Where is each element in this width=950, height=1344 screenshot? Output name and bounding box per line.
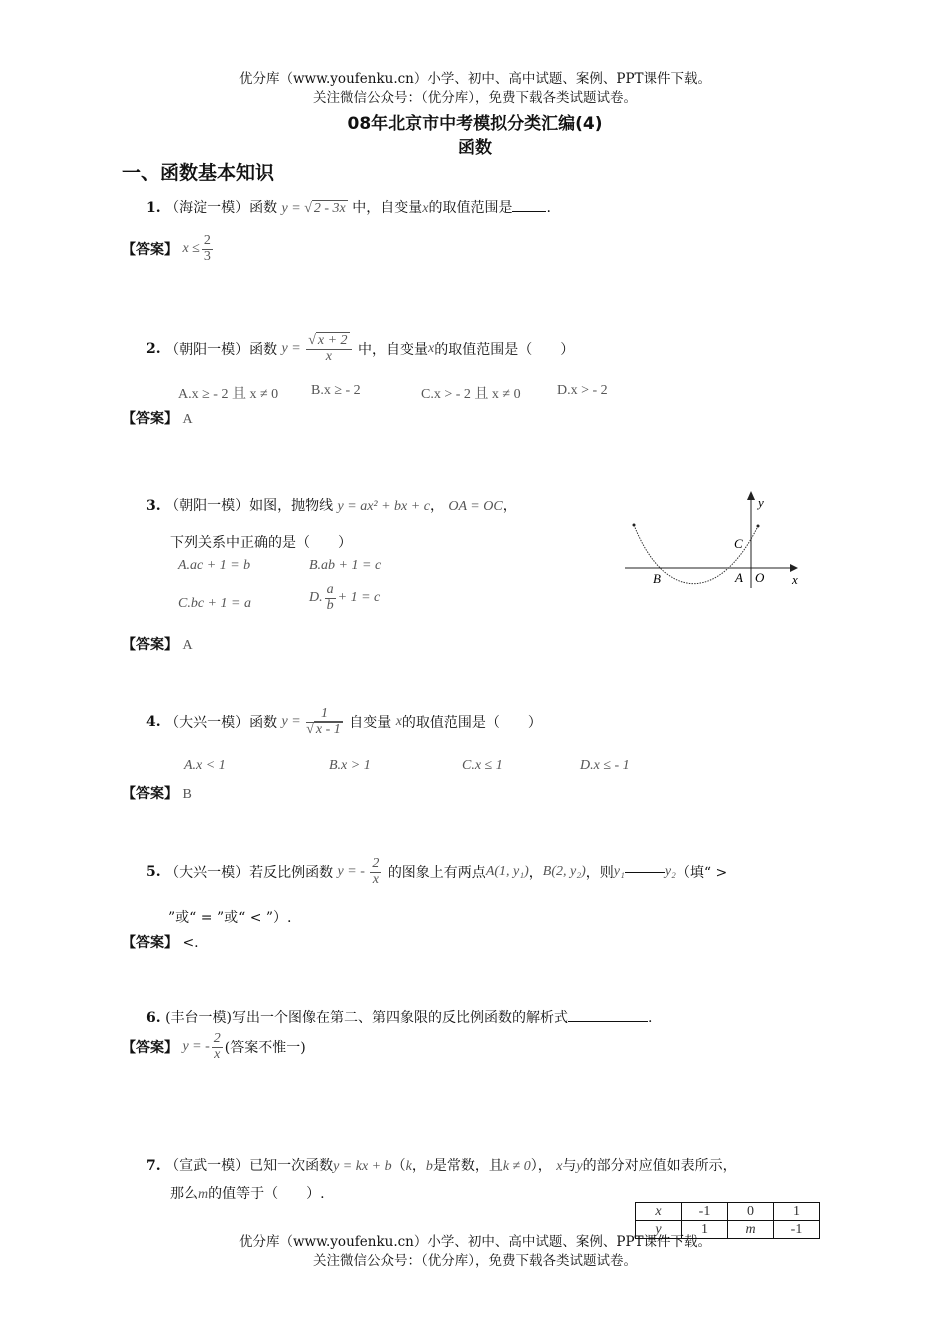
answer-4	[122, 783, 192, 803]
formula: y = kx + b	[333, 1159, 392, 1174]
rest-text: 的部分对应值如表所示，	[582, 1158, 737, 1174]
header-line-2: 关注微信公众号：（优分库），免费下载各类试题试卷。	[313, 90, 637, 106]
option-a: A.ac + 1 = b	[178, 558, 251, 573]
table-row	[636, 1203, 820, 1221]
formula: y =	[281, 201, 305, 216]
question-source: （海淀一模）函数	[165, 200, 278, 216]
m: m	[198, 1187, 209, 1202]
option-b: B.ab + 1 = c	[309, 558, 382, 573]
question-number: 2.	[146, 341, 161, 358]
question-number: 6.	[146, 1010, 161, 1026]
question-text: （朝阳一模）如图，抛物线	[165, 498, 334, 514]
separator: ，	[528, 865, 543, 882]
fraction-num: 2	[213, 1031, 221, 1046]
question-text-2: 的取值范围是	[428, 200, 513, 216]
formula: y = ax² + bx + c	[337, 499, 430, 514]
paren-open: （	[391, 1158, 406, 1174]
variable: x	[422, 201, 429, 216]
curve-end-right	[757, 525, 760, 528]
table-cell: -1	[774, 1221, 820, 1239]
fraction-den: 3	[203, 248, 211, 264]
separator: ，	[429, 498, 444, 514]
condition: OA = OC	[448, 499, 503, 514]
answer-6	[122, 1032, 306, 1062]
then-text: ，则	[585, 865, 614, 882]
curve-end-left	[633, 524, 636, 527]
option-c: C.x > - 2 且 x ≠ 0	[421, 387, 521, 402]
end-punct: ，	[502, 498, 517, 514]
fill-hint: （填“ >	[675, 865, 728, 882]
fraction-num: 2	[372, 856, 380, 871]
answer-label: 【答案】	[122, 411, 178, 427]
fraction-den: b	[326, 597, 334, 613]
question-4: 4. （大兴一模）函数 y = $\frac{1}{√ x - 1}$ 自变量 x的取值范围是（ ）	[146, 706, 542, 737]
table-cell: 0	[728, 1203, 774, 1221]
option-a: A.x ≥ - 2 且 x ≠ 0	[178, 387, 279, 402]
answer-value: B	[182, 787, 192, 802]
table-cell: y	[636, 1221, 682, 1239]
answer-label: 【答案】	[122, 637, 178, 653]
option-d-suffix: + 1 = c	[337, 590, 381, 606]
line2-text-b: 的值等于（ ）.	[208, 1186, 325, 1202]
y2: y₂	[664, 864, 676, 880]
question-number: 3.	[146, 498, 161, 514]
x-axis-arrow	[790, 564, 798, 572]
answer-2	[122, 408, 193, 428]
and-text: 与	[562, 1158, 577, 1174]
radicand: 2 - 3x	[313, 201, 346, 216]
answer-blank	[568, 1021, 648, 1022]
question-7	[146, 1155, 737, 1175]
question-text-2: 的取值范围是（ ）	[434, 342, 575, 359]
question-number: 7.	[146, 1158, 161, 1174]
answer-value: A	[182, 638, 193, 653]
question-text: 中，自变量	[358, 342, 429, 359]
answer-label: 【答案】	[122, 1040, 178, 1057]
question-2: 2. （朝阳一模）函数 y = $\frac{√ x + 2}{x}$ 中，自变量x的取值范围是（ ）	[146, 333, 575, 364]
answer-3	[122, 634, 193, 654]
question-number: 1.	[146, 200, 161, 216]
answer-1	[122, 234, 215, 264]
question-6	[146, 1007, 652, 1027]
label-o: O	[755, 570, 765, 585]
answer-blank	[512, 211, 546, 212]
question-source: （大兴一模）函数	[165, 715, 278, 732]
footer-line-1: 优分库（www.youfenku.cn）小学、初中、高中试题、案例、PPT课件下载。	[238, 1234, 712, 1250]
question-text-2: 的取值范围是（ ）	[401, 715, 542, 732]
answer-value: A	[182, 412, 193, 427]
formula: y =	[281, 714, 305, 730]
label-y: y	[758, 495, 764, 510]
answer-expr: x ≤	[182, 241, 200, 257]
question-5-line-2: ”或“ = ”或“ < ”）.	[168, 910, 292, 926]
question-3	[146, 495, 517, 515]
line2-text: 那么	[170, 1186, 198, 1202]
point-a: A(1, y₁)	[485, 864, 529, 880]
end-punct: .	[546, 200, 551, 216]
question-number: 4.	[146, 714, 161, 731]
option-b: B.x ≥ - 2	[311, 383, 361, 398]
question-number: 5.	[146, 864, 161, 881]
y: y	[576, 1159, 583, 1174]
answer-label: 【答案】	[122, 786, 178, 802]
fraction-num: a	[326, 582, 334, 597]
formula: y = -	[337, 864, 369, 880]
y1: y₁	[613, 864, 625, 880]
option-d: D.x ≤ - 1	[580, 758, 630, 773]
table-cell: m	[728, 1221, 774, 1239]
y-axis-arrow	[747, 491, 755, 500]
denominator: x	[325, 348, 332, 364]
answer-value: <.	[182, 935, 199, 951]
question-3-line-2: 下列关系中正确的是（ ）	[170, 535, 352, 551]
k-not-zero: k ≠ 0	[502, 1159, 531, 1174]
fraction-den: x	[214, 1046, 221, 1062]
question-text: (丰台一模)写出一个图像在第二、第四象限的反比例函数的解析式	[165, 1010, 569, 1026]
answer-expr: y = -	[182, 1039, 210, 1055]
label-x: x	[792, 572, 798, 587]
label-c: C	[734, 536, 743, 551]
document-title: 08年北京市中考模拟分类汇编(4)	[347, 114, 603, 134]
variable: x	[428, 341, 435, 357]
k: k	[405, 1159, 412, 1174]
fraction-num: 2	[203, 233, 211, 248]
variable: x	[395, 714, 402, 730]
numerator: x + 2	[317, 333, 348, 348]
table-cell: 1	[774, 1203, 820, 1221]
const-text: 是常数，且	[432, 1158, 503, 1174]
table-cell: 1	[682, 1221, 728, 1239]
option-d-prefix: D.	[309, 590, 323, 606]
option-d: D.x > - 2	[557, 383, 608, 398]
denominator: x - 1	[315, 721, 341, 737]
fraction-den: x	[372, 871, 379, 887]
question-7-line-2	[170, 1183, 325, 1203]
table-cell: -1	[682, 1203, 728, 1221]
question-1: 1. （海淀一模）函数 y = √ 2 - 3x 中，自变量x的取值范围是 .	[146, 200, 551, 216]
option-b: B.x > 1	[329, 758, 371, 773]
option-a: A.x < 1	[184, 758, 226, 773]
answer-blank	[625, 872, 665, 873]
table-cell: x	[636, 1203, 682, 1221]
x: x	[556, 1159, 563, 1174]
question-source: （大兴一模）若反比例函数	[165, 865, 334, 882]
answer-note: (答案不惟一)	[224, 1040, 306, 1057]
answer-5	[122, 932, 199, 952]
question-5	[146, 857, 727, 887]
point-b: B(2, y₂)	[542, 864, 586, 880]
option-c: C.x ≤ 1	[462, 758, 503, 773]
question-text: 自变量	[349, 715, 392, 732]
header-line-1: 优分库（www.youfenku.cn）小学、初中、高中试题、案例、PPT课件下载。	[238, 71, 712, 87]
question-source: （朝阳一模）函数	[165, 342, 278, 359]
question-text: 的图象上有两点	[387, 865, 486, 882]
parabola-figure	[620, 488, 800, 598]
section-title: 一、函数基本知识	[122, 162, 275, 184]
formula: y =	[281, 341, 305, 357]
b: b	[425, 1159, 433, 1174]
answer-label: 【答案】	[122, 935, 178, 951]
footer-line-2: 关注微信公众号：（优分库），免费下载各类试题试卷。	[313, 1253, 637, 1269]
option-c: C.bc + 1 = a	[178, 596, 251, 611]
label-a: A	[735, 570, 743, 585]
paren-close: ），	[530, 1158, 552, 1174]
answer-label: 【答案】	[122, 242, 178, 259]
option-d	[309, 583, 380, 613]
question-text: 中，自变量	[352, 200, 423, 216]
comma: ，	[411, 1158, 426, 1174]
question-text: （宣武一模）已知一次函数	[165, 1158, 334, 1174]
end-punct: .	[648, 1010, 653, 1026]
numerator: 1	[306, 707, 343, 723]
label-b: B	[653, 571, 661, 586]
document-subtitle: 函数	[458, 138, 492, 158]
